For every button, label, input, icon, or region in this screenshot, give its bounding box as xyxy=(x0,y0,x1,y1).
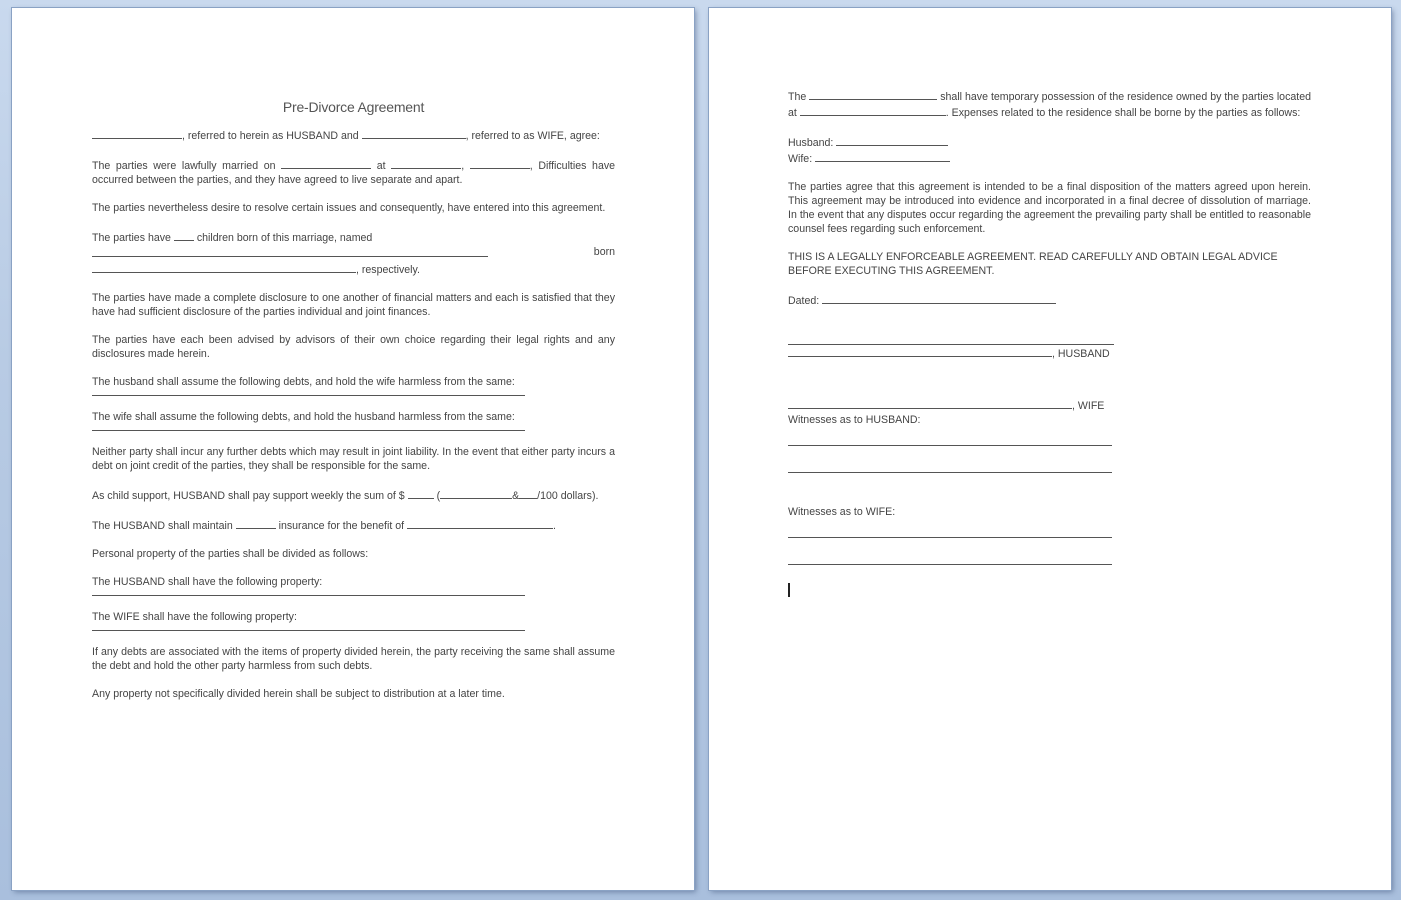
blank-husband-debts[interactable] xyxy=(92,394,525,396)
blank-residence-party[interactable] xyxy=(809,88,937,100)
text: born xyxy=(593,246,615,258)
text: The parties have xyxy=(92,232,171,244)
paragraph-debts-associated: If any debts are associated with the items of property divided herein, the party receiving the same shall assume the debt and hold the other party harmless from such debts. xyxy=(92,646,615,672)
husband-signature-label: , HUSBAND xyxy=(1052,348,1110,360)
paragraph-insurance: The HUSBAND shall maintain insurance for the benefit of . xyxy=(92,517,615,533)
document-page-1[interactable] xyxy=(12,8,694,890)
text: dollars). xyxy=(560,490,599,502)
text: ( xyxy=(436,490,441,502)
text: , referred to herein as HUSBAND and xyxy=(182,130,359,142)
paragraph-neither: Neither party shall incur any further debts which may result in joint liability. In the event that either party incurs a debt on joint credit of the parties, they shall be responsible for the same. xyxy=(92,446,615,472)
paragraph-husband-property: The HUSBAND shall have the following property: xyxy=(92,576,323,588)
husband-expenses-label: Husband: xyxy=(788,137,834,149)
blank-husband-expenses[interactable] xyxy=(836,134,948,146)
text: have occurred between the parties, and they have agreed to live separate and apart. xyxy=(92,160,616,186)
paragraph-disclosure: The parties have made a complete disclosure to one another of financial matters and each is satisfied that they have had sufficient disclosure of the parties individual and joint finances. xyxy=(92,292,615,318)
wife-signature-row xyxy=(788,397,1311,413)
paragraph-expenses xyxy=(788,134,1311,166)
witness-husband-label: Witnesses as to HUSBAND: xyxy=(788,414,921,426)
text: at xyxy=(376,160,386,172)
signature-line-husband-top[interactable] xyxy=(788,338,1114,345)
text: agree: xyxy=(569,130,600,142)
text: , Difficulties xyxy=(529,160,587,172)
blank-insurance-beneficiary[interactable] xyxy=(407,517,553,529)
blank-residence-address[interactable] xyxy=(800,104,946,116)
text-cursor xyxy=(788,583,790,597)
document-title: Pre-Divorce Agreement xyxy=(282,99,425,115)
paragraph-husband-debts: The husband shall assume the following debts, and hold the wife harmless from the same: xyxy=(92,376,515,388)
paragraph-personal: Personal property of the parties shall be divided as follows: xyxy=(92,548,369,560)
blank-support-cents[interactable] xyxy=(519,487,537,499)
text: The xyxy=(788,91,807,103)
text: insurance for the benefit of xyxy=(278,520,405,532)
text: The parties were lawfully married on xyxy=(92,160,276,172)
paragraph-final: The parties agree that this agreement is intended to be a final disposition of the matters agreed upon herein. This agreement may be introduced into evidence and incorporated in a final decree of dissolution of marriage. In the event that any disputes occur regarding the agreement the prevailing party shall be entitled to reasonable counsel fees regarding such enforcement. xyxy=(788,181,1311,235)
text: The HUSBAND shall maintain xyxy=(92,520,233,532)
witness-wife-label: Witnesses as to WIFE: xyxy=(788,506,896,518)
blank-wife-expenses[interactable] xyxy=(815,150,950,162)
paragraph-support xyxy=(92,487,615,503)
signature-line-husband[interactable] xyxy=(788,345,1052,357)
text-cursor-area[interactable] xyxy=(788,583,1311,597)
blank-children-count[interactable] xyxy=(174,229,194,241)
text: , referred to as WIFE, xyxy=(465,130,567,142)
signature-line-wife[interactable] xyxy=(788,397,1072,409)
paragraph-residence xyxy=(788,88,1311,120)
paragraph-any-property: Any property not specifically divided herein shall be subject to distribution at a later time. xyxy=(92,688,505,700)
blank-husband-property[interactable] xyxy=(92,594,525,596)
witness-husband-line-1[interactable] xyxy=(788,437,1112,446)
blank-husband-name[interactable] xyxy=(92,127,182,139)
blank-support-amount[interactable] xyxy=(408,487,434,499)
blank-children-names[interactable] xyxy=(92,245,488,257)
text: children born of this marriage, named xyxy=(196,232,373,244)
page-2-body xyxy=(788,88,1311,597)
blank-support-words[interactable] xyxy=(440,487,512,499)
blank-wife-debts[interactable] xyxy=(92,429,525,431)
blank-insurance-type[interactable] xyxy=(236,517,276,529)
paragraph-desire: The parties nevertheless desire to resolve certain issues and consequently, have entered into this agreement. xyxy=(92,202,606,214)
witness-husband-line-2[interactable] xyxy=(788,464,1112,473)
blank-wife-name[interactable] xyxy=(362,127,466,139)
paragraph-children xyxy=(92,229,615,277)
page-1-body xyxy=(92,100,615,715)
text: & xyxy=(512,490,520,502)
blank-wife-property[interactable] xyxy=(92,629,525,631)
wife-signature-label: , WIFE xyxy=(1072,400,1105,412)
text: shall have temporary possession of the residence owned by the parties located at xyxy=(788,91,1311,119)
blank-marriage-state[interactable] xyxy=(470,157,530,169)
text: /100 xyxy=(537,490,558,502)
paragraph-married: The parties were lawfully married on at , , Difficulties have occurred between the parties, and they have agreed to live separate and apart. xyxy=(92,157,615,187)
paragraph-wife-property: The WIFE shall have the following property: xyxy=(92,611,297,623)
text: As child support, HUSBAND shall pay support weekly the sum of $ xyxy=(92,490,405,502)
wife-expenses-label: Wife: xyxy=(788,153,813,165)
text: . Expenses related to the residence shall be borne by the parties as follows: xyxy=(945,107,1301,119)
document-page-2[interactable] xyxy=(709,8,1391,890)
witness-wife-line-1[interactable] xyxy=(788,529,1112,538)
paragraph-intro xyxy=(92,127,615,143)
text: , respectively. xyxy=(356,264,420,276)
blank-children-birthdates[interactable] xyxy=(92,261,356,273)
blank-marriage-city[interactable] xyxy=(391,157,461,169)
paragraph-advised: The parties have each been advised by advisors of their own choice regarding their legal rights and any disclosures made herein. xyxy=(92,334,615,360)
dated-label: Dated: xyxy=(788,295,820,307)
paragraph-warning: THIS IS A LEGALLY ENFORCEABLE AGREEMENT. READ CAREFULLY AND OBTAIN LEGAL ADVICE BEFORE EXECUTING THIS AGREEMENT. xyxy=(788,251,1278,277)
witness-wife-line-2[interactable] xyxy=(788,556,1112,565)
paragraph-wife-debts: The wife shall assume the following debts, and hold the husband harmless from the same: xyxy=(92,411,515,423)
blank-date[interactable] xyxy=(822,292,1056,304)
paragraph-dated xyxy=(788,292,1311,308)
blank-marriage-date[interactable] xyxy=(281,157,371,169)
husband-signature-row xyxy=(788,345,1311,361)
